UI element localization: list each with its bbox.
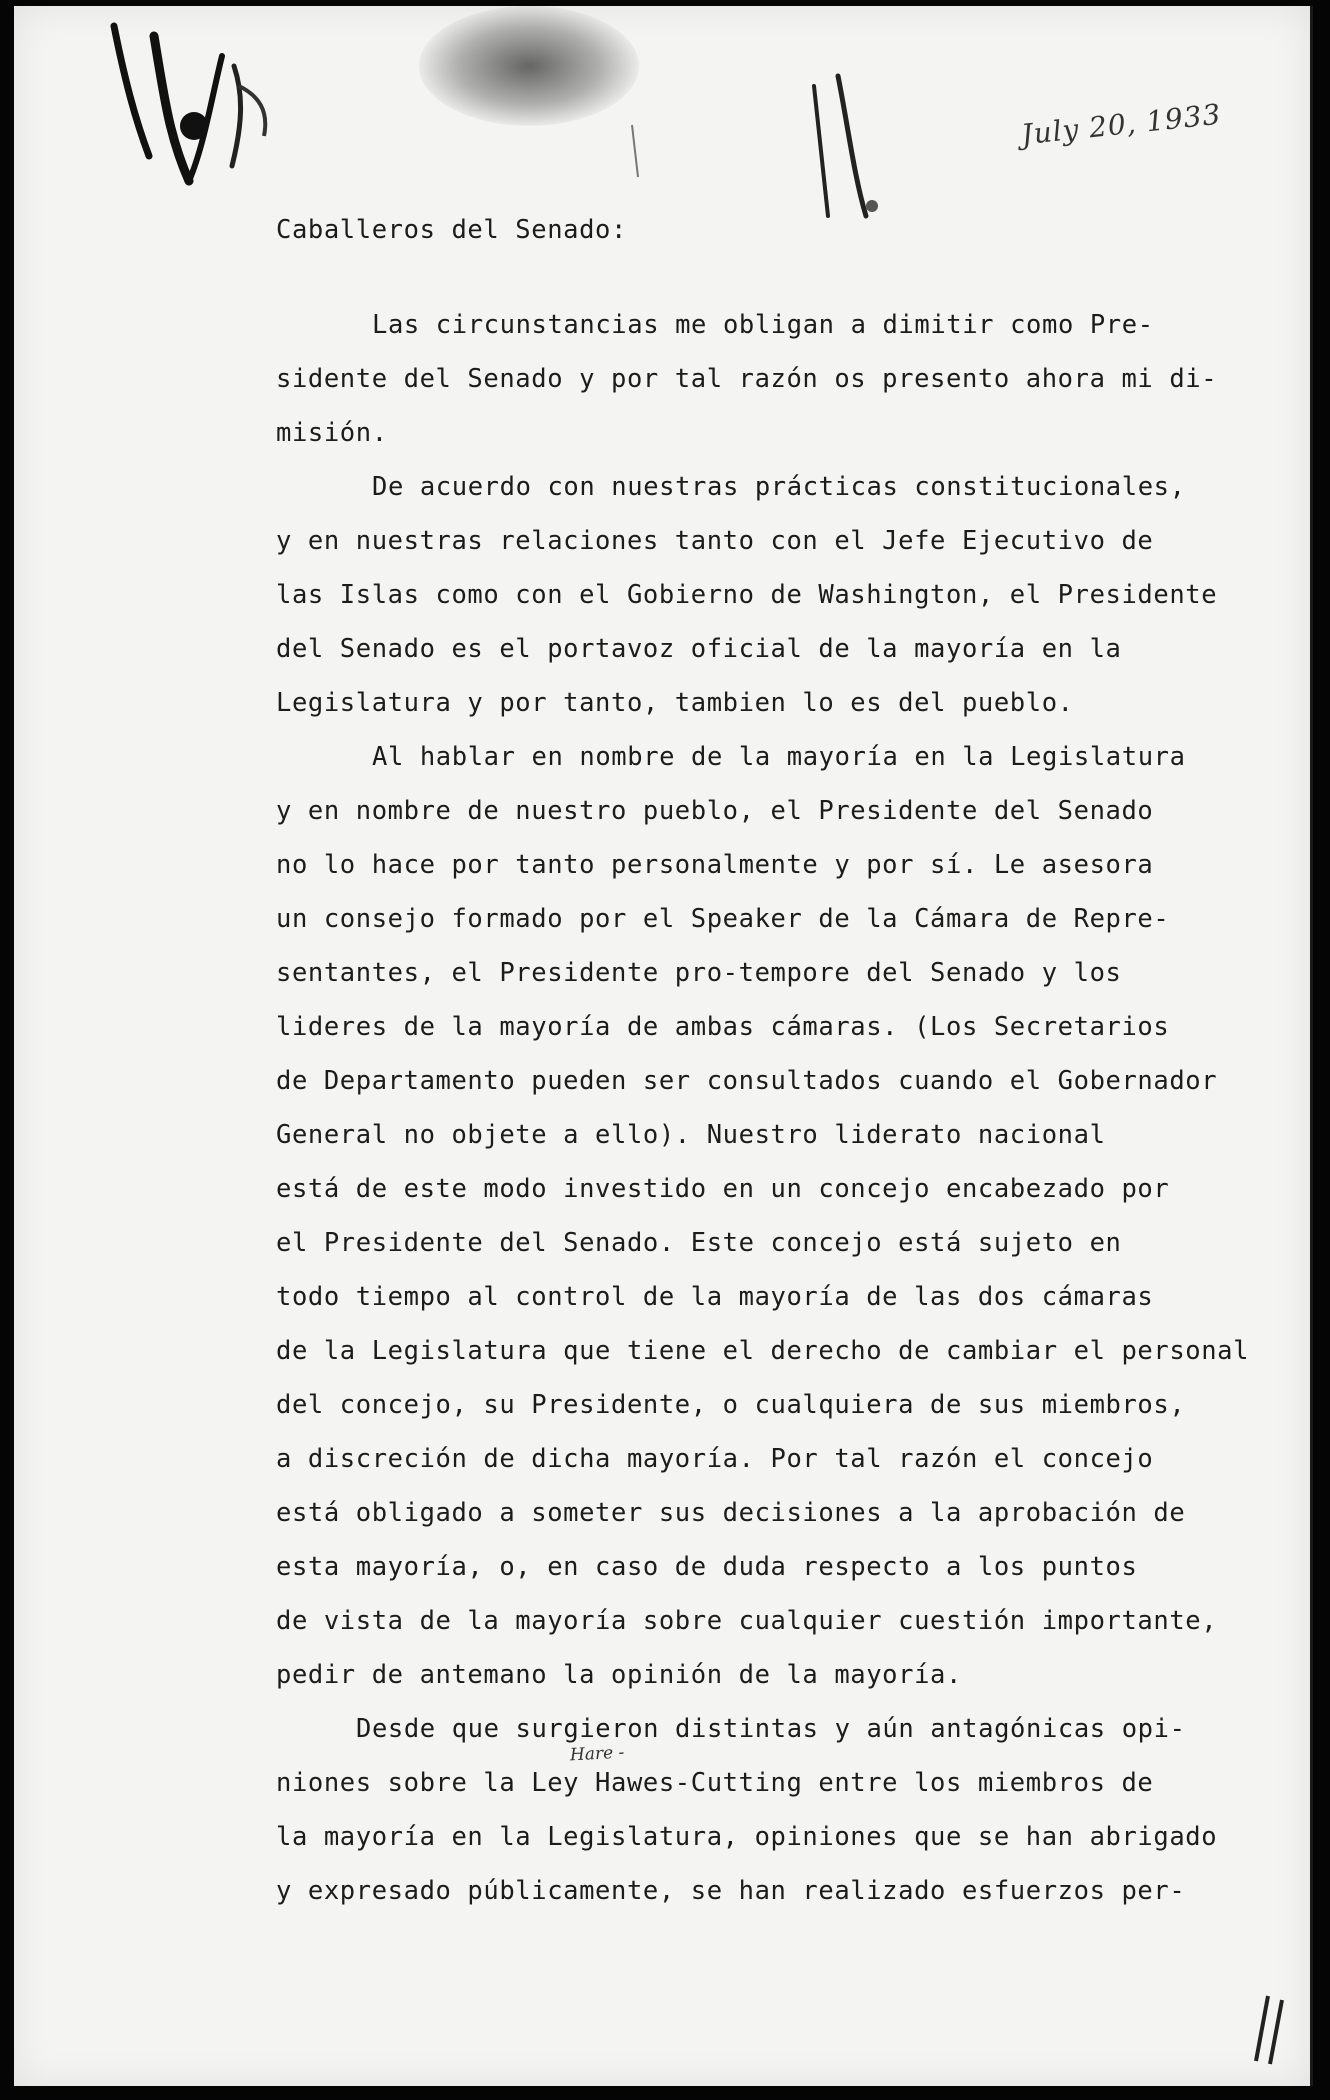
text-line: De acuerdo con nuestras prácticas constitucionales, — [372, 472, 1186, 502]
text-line: del concejo, su Presidente, o cualquiera de sus miembros, — [276, 1390, 1186, 1420]
text-line: a discreción de dicha mayoría. Por tal razón el concejo — [276, 1444, 1154, 1474]
text-line: del Senado es el portavoz oficial de la mayoría en la — [276, 634, 1122, 664]
paragraph-1 — [276, 298, 1256, 460]
text-line: de la Legislatura que tiene el derecho de cambiar el personal — [276, 1336, 1250, 1366]
text-line: Desde que surgieron distintas y aún antagónicas opi- — [356, 1714, 1186, 1744]
text-line: esta mayoría, o, en caso de duda respecto a los puntos — [276, 1552, 1138, 1582]
text-line: no lo hace por tanto personalmente y por sí. Le asesora — [276, 850, 1154, 880]
text-line: Las circunstancias me obligan a dimitir como Pre- — [372, 310, 1154, 340]
text-line: General no objete a ello). Nuestro liderato nacional — [276, 1120, 1106, 1150]
text-line: Legislatura y por tanto, tambien lo es del pueblo. — [276, 688, 1074, 718]
text-line: y en nuestras relaciones tanto con el Jefe Ejecutivo de — [276, 526, 1154, 556]
pen-mark-faint — [626, 121, 646, 181]
text-line: está obligado a someter sus decisiones a la aprobación de — [276, 1498, 1186, 1528]
text-line: y en nombre de nuestro pueblo, el Presidente del Senado — [276, 796, 1154, 826]
paragraph-4 — [276, 1702, 1256, 1918]
paragraph-2 — [276, 460, 1256, 730]
text-line: misión. — [276, 418, 388, 448]
ink-smudge-top-center — [419, 6, 639, 126]
text-line: las Islas como con el Gobierno de Washington, el Presidente — [276, 580, 1218, 610]
text-line: todo tiempo al control de la mayoría de las dos cámaras — [276, 1282, 1154, 1312]
text-line: el Presidente del Senado. Este concejo está sujeto en — [276, 1228, 1122, 1258]
text-line: lideres de la mayoría de ambas cámaras. (Los Secretarios — [276, 1012, 1170, 1042]
letter-body — [276, 210, 1256, 1918]
text-line: Al hablar en nombre de la mayoría en la Legislatura — [372, 742, 1186, 772]
pen-mark-bottom-right — [1248, 1986, 1292, 2066]
interlinear-correction-note: Hare - — [569, 1742, 625, 1766]
text-line: de Departamento pueden ser consultados cuando el Gobernador — [276, 1066, 1218, 1096]
salutation: Caballeros del Senado: — [276, 215, 627, 245]
text-line: está de este modo investido en un concejo encabezado por — [276, 1174, 1170, 1204]
handwritten-date: July 20, 1933 — [1020, 97, 1224, 152]
text-line: niones sobre la Ley Hawes-Cutting entre los miembros de — [276, 1768, 1154, 1798]
text-line: la mayoría en la Legislatura, opiniones que se han abrigado — [276, 1822, 1218, 1852]
text-line: un consejo formado por el Speaker de la Cámara de Repre- — [276, 904, 1170, 934]
pen-marks-top-left — [94, 16, 284, 196]
text-line: de vista de la mayoría sobre cualquier cuestión importante, — [276, 1606, 1218, 1636]
text-line: sidente del Senado y por tal razón os presento ahora mi di- — [276, 364, 1218, 394]
text-line: sentantes, el Presidente pro-tempore del Senado y los — [276, 958, 1122, 988]
text-line: pedir de antemano la opinión de la mayoría. — [276, 1660, 962, 1690]
text-line: y expresado públicamente, se han realizado esfuerzos per- — [276, 1876, 1186, 1906]
paragraph-3 — [276, 730, 1256, 1702]
